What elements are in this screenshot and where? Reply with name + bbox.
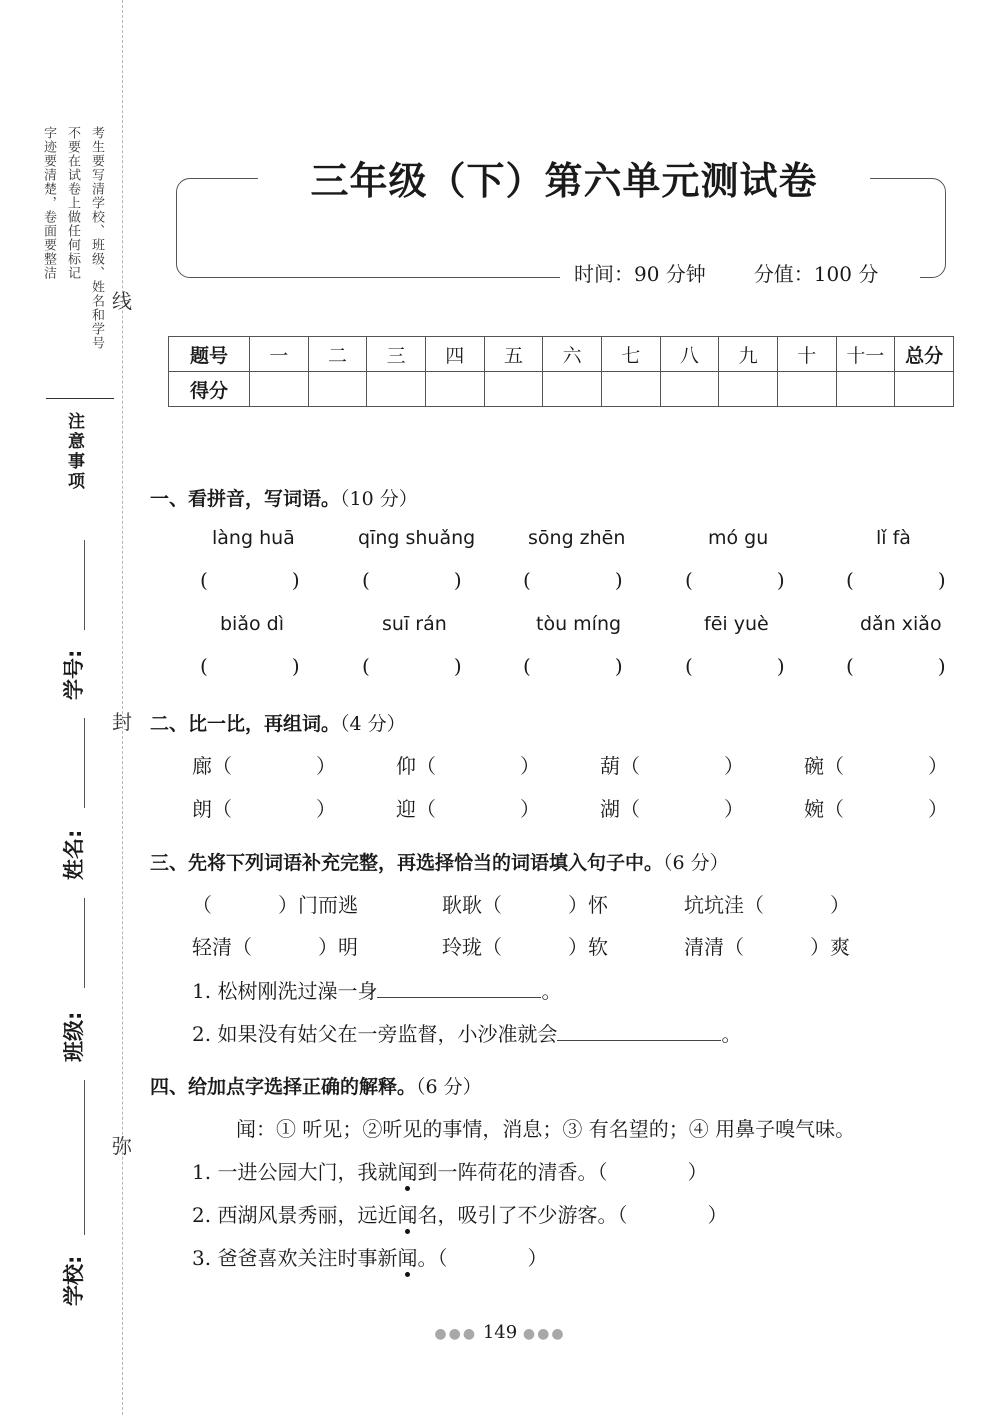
- compare-char: 迎（: [396, 797, 436, 821]
- score-table-header-row: [169, 337, 954, 372]
- exam-meta: [574, 258, 878, 287]
- compare-char: 碗（: [804, 754, 844, 778]
- school-line[interactable]: [84, 1080, 85, 1235]
- paren-close: ): [453, 654, 462, 678]
- score-table-col: 十: [777, 337, 836, 372]
- score-table-col: 七: [601, 337, 660, 372]
- score-cell[interactable]: [484, 372, 543, 407]
- idiom-item[interactable]: [192, 931, 358, 960]
- section-2-points: （4 分）: [340, 713, 406, 735]
- score-table-score-row: [169, 372, 954, 407]
- paren-close: ): [776, 654, 785, 678]
- compare-char: 葫（: [600, 754, 640, 778]
- definition-list: 闻：① 听见；②听见的事情，消息；③ 有名望的；④ 用鼻子嗅气味。: [236, 1117, 856, 1141]
- section-3-points: （6 分）: [663, 852, 729, 874]
- score-cell[interactable]: [425, 372, 484, 407]
- answer-blank[interactable]: [523, 654, 623, 678]
- pinyin: dǎn xiǎo: [860, 613, 942, 635]
- school-label: 学校:: [62, 1255, 86, 1306]
- idiom-item[interactable]: [684, 931, 850, 960]
- compare-item[interactable]: [600, 793, 744, 822]
- paren-close: ): [937, 568, 946, 592]
- paren-close: ): [937, 654, 946, 678]
- score-table-row-label: 得分: [169, 372, 250, 407]
- score-cell[interactable]: [719, 372, 778, 407]
- compare-char: 廊（: [192, 754, 232, 778]
- score-cell[interactable]: [601, 372, 660, 407]
- sentence-text: 2. 如果没有姑父在一旁监督，小沙准就会: [192, 1022, 558, 1046]
- seal-char-seal: 封: [112, 710, 132, 734]
- score-table-col-total: 总分: [895, 337, 954, 372]
- paren-open: (: [846, 568, 854, 592]
- paren-close: ): [291, 654, 300, 678]
- class-line[interactable]: [84, 898, 85, 988]
- paren-open: (: [362, 654, 370, 678]
- compare-char: 仰（: [396, 754, 436, 778]
- score-cell[interactable]: [367, 372, 426, 407]
- score-table-col: 一: [250, 337, 309, 372]
- note-line: 字迹要清楚，卷面要整洁: [41, 126, 56, 280]
- paren-open: (: [362, 568, 370, 592]
- student-name-line[interactable]: [84, 718, 85, 808]
- idiom-start: 清清（: [684, 935, 744, 959]
- idiom-start: 耿耿（: [442, 893, 502, 917]
- score-cell[interactable]: [308, 372, 367, 407]
- page-dots-left: ●●●: [434, 1326, 478, 1342]
- notes-lines: [36, 126, 108, 350]
- paren-close: ）: [928, 797, 948, 821]
- compare-char: 朗（: [192, 797, 232, 821]
- idiom-end: ）怀: [568, 893, 608, 917]
- idiom-start: 轻清（: [192, 935, 252, 959]
- idiom-end: ）门而逃: [278, 893, 358, 917]
- compare-item[interactable]: [804, 750, 948, 779]
- paren-open: (: [200, 568, 208, 592]
- compare-item[interactable]: [192, 750, 336, 779]
- score-table-row-label: 题号: [169, 337, 250, 372]
- pinyin: qīng shuǎng: [358, 527, 476, 549]
- question-text: 到一阵荷花的清香。（ ）: [417, 1160, 708, 1184]
- paren-close: ): [453, 568, 462, 592]
- paren-close: ): [291, 568, 300, 592]
- exam-score: 分值：100 分: [753, 262, 879, 286]
- paren-close: ）: [520, 754, 540, 778]
- note-line: 考生要写清学校、班级、姓名和学号: [89, 126, 104, 350]
- sentence-end: 。: [541, 979, 562, 1003]
- score-table-col: 九: [719, 337, 778, 372]
- paren-close: ）: [724, 754, 744, 778]
- exam-time: 时间：90 分钟: [574, 262, 706, 286]
- page-dots-right: ●●●: [522, 1326, 566, 1342]
- pinyin: lǐ fà: [876, 527, 911, 549]
- score-table-col: 十一: [836, 337, 895, 372]
- section-4-points: （6 分）: [416, 1076, 482, 1098]
- question-2[interactable]: [192, 1199, 727, 1228]
- score-cell[interactable]: [777, 372, 836, 407]
- paren-open: (: [685, 654, 693, 678]
- answer-blank[interactable]: [200, 654, 300, 678]
- seal-char-line: 线: [112, 289, 132, 313]
- score-table-col: 八: [660, 337, 719, 372]
- section-4-title: [150, 1072, 482, 1099]
- fill-sentence-1: [192, 975, 561, 1004]
- idiom-item[interactable]: [442, 889, 608, 918]
- pinyin: mó gu: [708, 527, 769, 549]
- score-table-col: 四: [425, 337, 484, 372]
- pinyin: suī rán: [382, 613, 447, 635]
- sentence-end: 。: [721, 1022, 742, 1046]
- notes-title: 注意事项: [64, 412, 84, 492]
- question-3[interactable]: [192, 1242, 547, 1271]
- paren-open: (: [523, 568, 531, 592]
- dotted-char: 闻: [397, 1156, 417, 1185]
- pinyin: sōng zhēn: [528, 527, 626, 549]
- compare-item[interactable]: [804, 793, 948, 822]
- idiom-start: 坑坑洼（: [684, 893, 764, 917]
- seal-char-mi: 弥: [112, 1134, 132, 1158]
- score-table-col: 五: [484, 337, 543, 372]
- question-text: 2. 西湖风景秀丽，远近: [192, 1203, 398, 1227]
- pinyin: làng huā: [212, 527, 295, 549]
- section-1-title: [150, 484, 418, 511]
- score-table-col: 六: [543, 337, 602, 372]
- compare-item[interactable]: [396, 793, 540, 822]
- idiom-start: 玲珑（: [442, 935, 502, 959]
- idiom-start: （: [192, 893, 212, 917]
- paren-close: ): [614, 568, 623, 592]
- paren-close: ）: [928, 754, 948, 778]
- dotted-char: 闻: [397, 1242, 417, 1271]
- answer-blank[interactable]: [846, 568, 946, 592]
- section-3-title: [150, 848, 729, 875]
- student-name-label: 姓名:: [62, 829, 86, 880]
- paren-open: (: [685, 568, 693, 592]
- paren-close: ）: [316, 754, 336, 778]
- compare-char: 湖（: [600, 797, 640, 821]
- fill-blank[interactable]: [377, 979, 541, 998]
- answer-blank[interactable]: [846, 654, 946, 678]
- pinyin: fēi yuè: [704, 613, 769, 635]
- score-table-col: 三: [367, 337, 426, 372]
- paren-close: ）: [724, 797, 744, 821]
- section-2-heading: 二、比一比，再组词。: [150, 713, 341, 735]
- pinyin: biǎo dì: [220, 613, 284, 635]
- section-4-heading: 四、给加点字选择正确的解释。: [150, 1076, 417, 1098]
- score-cell[interactable]: [895, 372, 954, 407]
- fill-sentence-2: [192, 1018, 741, 1047]
- score-cell[interactable]: [836, 372, 895, 407]
- question-text: 名，吸引了不少游客。（ ）: [417, 1203, 728, 1227]
- dotted-char: 闻: [397, 1199, 417, 1228]
- section-1-heading: 一、看拼音，写词语。: [150, 488, 341, 510]
- sentence-text: 1. 松树刚洗过澡一身: [192, 979, 378, 1003]
- compare-item[interactable]: [600, 750, 744, 779]
- compare-item[interactable]: [192, 793, 336, 822]
- question-1[interactable]: [192, 1156, 707, 1185]
- score-cell[interactable]: [250, 372, 309, 407]
- paren-close: ）: [316, 797, 336, 821]
- paren-close: ）: [520, 797, 540, 821]
- score-table: [168, 336, 954, 407]
- idiom-end: ）软: [568, 935, 608, 959]
- student-id-line[interactable]: [84, 540, 85, 630]
- idiom-item[interactable]: [192, 889, 358, 918]
- paren-open: (: [523, 654, 531, 678]
- answer-blank[interactable]: [685, 654, 785, 678]
- answer-blank[interactable]: [200, 568, 300, 592]
- fill-blank[interactable]: [557, 1022, 721, 1041]
- idiom-item[interactable]: [442, 931, 608, 960]
- notes-divider: [46, 398, 114, 399]
- paren-close: ): [776, 568, 785, 592]
- idiom-end: ）明: [318, 935, 358, 959]
- score-table-col: 二: [308, 337, 367, 372]
- idiom-end: ）: [830, 893, 850, 917]
- section-1-points: （10 分）: [340, 488, 418, 510]
- paren-open: (: [200, 654, 208, 678]
- question-text: 3. 爸爸喜欢关注时事新: [192, 1246, 398, 1270]
- pinyin: tòu míng: [536, 613, 622, 635]
- note-line: 不要在试卷上做任何标记: [65, 126, 80, 280]
- compare-item[interactable]: [396, 750, 540, 779]
- answer-blank[interactable]: [523, 568, 623, 592]
- section-2-title: [150, 709, 406, 736]
- idiom-item[interactable]: [684, 889, 850, 918]
- section-3-heading: 三、先将下列词语补充完整，再选择恰当的词语填入句子中。: [150, 852, 664, 874]
- compare-char: 婉（: [804, 797, 844, 821]
- score-cell[interactable]: [543, 372, 602, 407]
- question-text: 1. 一进公园大门，我就: [192, 1160, 398, 1184]
- paren-close: ): [614, 654, 623, 678]
- score-cell[interactable]: [660, 372, 719, 407]
- answer-blank[interactable]: [362, 568, 462, 592]
- page-number-value: 149: [482, 1322, 518, 1343]
- page-number: [0, 1322, 1000, 1343]
- answer-blank[interactable]: [685, 568, 785, 592]
- answer-blank[interactable]: [362, 654, 462, 678]
- student-id-label: 学号:: [62, 649, 86, 700]
- idiom-end: ）爽: [810, 935, 850, 959]
- question-text: 。（ ）: [417, 1246, 548, 1270]
- paren-open: (: [846, 654, 854, 678]
- page-title: 三年级（下）第六单元测试卷: [310, 159, 818, 203]
- class-label: 班级:: [62, 1011, 86, 1062]
